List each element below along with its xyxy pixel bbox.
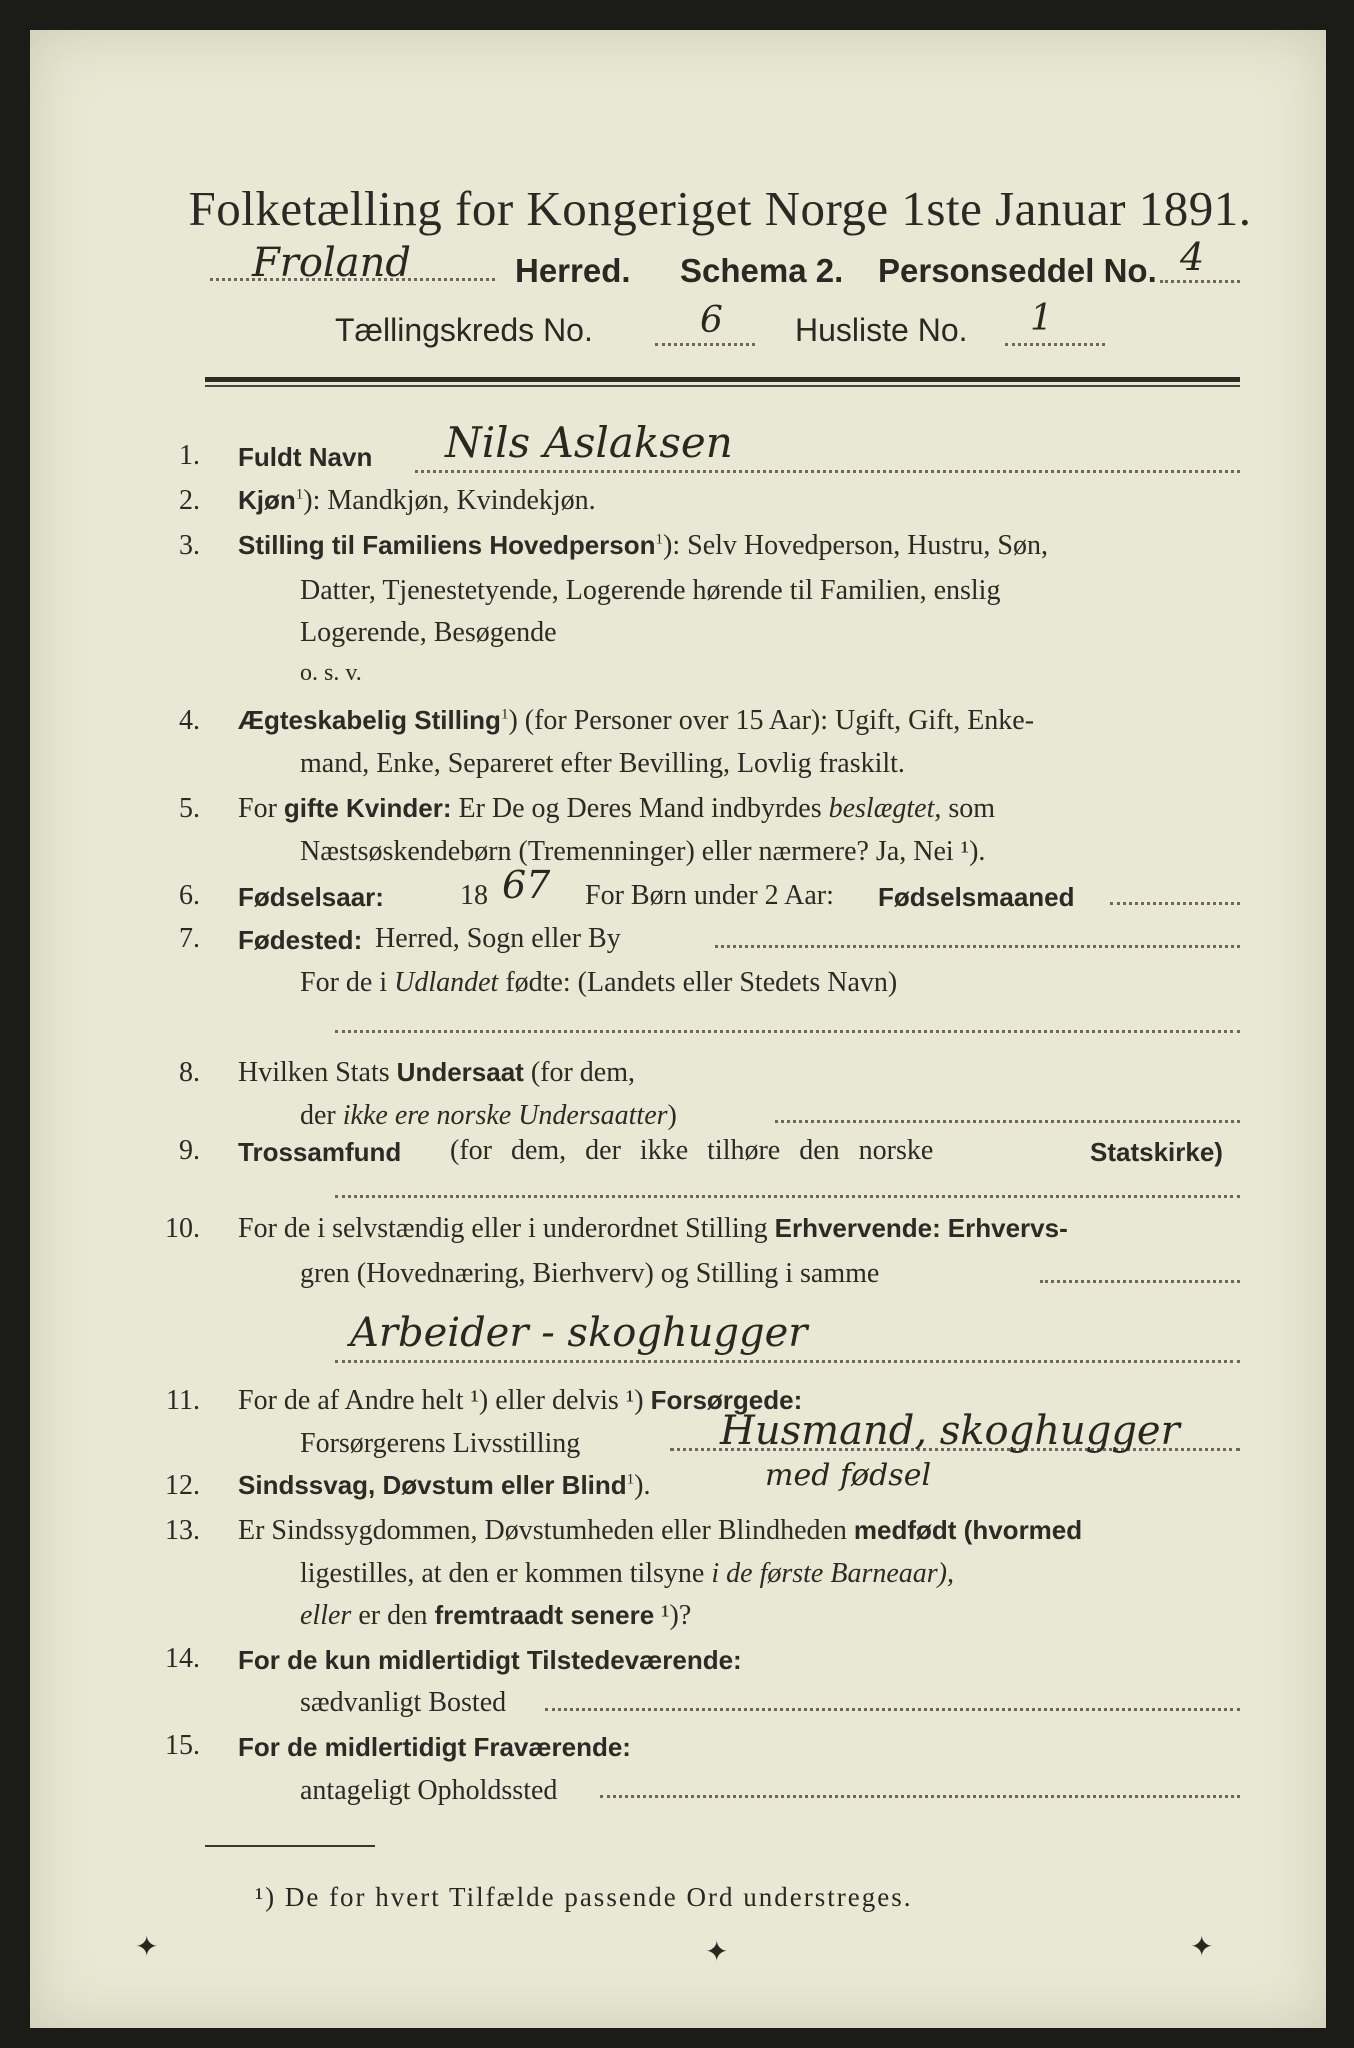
item-number: 14. bbox=[165, 1643, 200, 1674]
occupation-value: Arbeider - skoghugger bbox=[350, 1310, 808, 1356]
item-label: Fødested: bbox=[238, 925, 363, 955]
item-label: Sindssvag, Døvstum eller Blind bbox=[238, 1470, 627, 1500]
form-title: Folketælling for Kongeriget Norge 1ste Januar 1891. bbox=[188, 181, 1252, 236]
family-position-options-2: Datter, Tjenestetyende, Logerende hørende til Familien, enslig bbox=[300, 575, 1001, 606]
item-label: medfødt (hvormed bbox=[853, 1515, 1083, 1545]
birthplace-dotted-line bbox=[715, 945, 1240, 948]
item-number: 6. bbox=[179, 880, 200, 911]
occupation-line-2: gren (Hovednæring, Bierhverv) og Stilling i samme bbox=[300, 1258, 880, 1289]
kreds-dotted-line bbox=[655, 343, 755, 346]
item-label: Undersaat bbox=[396, 1057, 524, 1087]
congenital-line-3: eller er den fremtraadt senere ¹)? bbox=[300, 1600, 692, 1631]
disability-line: Sindssvag, Døvstum eller Blind$^1$). bbox=[238, 1470, 651, 1501]
usual-residence-dotted-line bbox=[545, 1708, 1240, 1711]
occupation-line: For de i selvstændig eller i underordnet Stilling Erhvervende: Erhvervs- bbox=[238, 1213, 1068, 1244]
item-label: Fødselsmaaned bbox=[878, 882, 1075, 912]
item-number: 11. bbox=[166, 1385, 200, 1416]
foreign-birth-line: For de i Udlandet fødte: (Landets eller Stedets Navn) bbox=[300, 967, 898, 998]
disability-value: med fødsel bbox=[765, 1458, 932, 1493]
item-number: 3. bbox=[179, 530, 200, 561]
family-position-options-4: o. s. v. bbox=[300, 660, 362, 686]
gender-line: Kjøn$^1$): Mandkjøn, Kvindekjøn. bbox=[238, 485, 596, 516]
married-women-line: For gifte Kvinder: Er De og Deres Mand indbyrdes beslægtet, som bbox=[238, 793, 996, 824]
husliste-dotted-line bbox=[1005, 343, 1105, 346]
name-dotted-line bbox=[415, 470, 1240, 473]
item-label: Statskirke) bbox=[1090, 1137, 1223, 1167]
item-label: For de kun midlertidigt Tilstedeværende: bbox=[238, 1645, 742, 1675]
item-label: Fuldt Navn bbox=[238, 442, 373, 472]
item-number: 10. bbox=[165, 1213, 200, 1244]
family-position-options: ): Selv Hovedperson, Hustru, Søn, bbox=[663, 530, 1048, 561]
registration-mark-right: ✦ bbox=[1190, 1932, 1214, 1963]
item-number: 8. bbox=[179, 1057, 200, 1088]
registration-mark-center: ✦ bbox=[705, 1937, 729, 1968]
citizenship-dotted-line bbox=[775, 1120, 1240, 1123]
item-number: 7. bbox=[179, 923, 200, 954]
personseddel-dotted-line bbox=[1160, 280, 1240, 283]
item-label: Ægteskabelig Stilling bbox=[238, 705, 501, 735]
married-women-line-2: Næstsøskendebørn (Tremenninger) eller nærmere? Ja, Nei ¹). bbox=[300, 836, 986, 867]
marital-status-line: Ægteskabelig Stilling$^1$) (for Personer over 15 Aar): Ugift, Gift, Enke- bbox=[238, 705, 1035, 736]
congenital-line: Er Sindssygdommen, Døvstumheden eller Blindheden medfødt (hvormed bbox=[238, 1515, 1083, 1546]
foreign-birth-dotted-line bbox=[335, 1030, 1240, 1033]
item-number: 15. bbox=[165, 1730, 200, 1761]
footnote-rule bbox=[205, 1845, 375, 1847]
full-name-value: Nils Aslaksen bbox=[445, 418, 733, 467]
item-number: 12. bbox=[165, 1470, 200, 1501]
herred-name: Froland bbox=[252, 240, 411, 286]
item-label: For de midlertidigt Fraværende: bbox=[238, 1732, 631, 1762]
item-label: gifte Kvinder: bbox=[283, 793, 452, 823]
item-label: Trossamfund bbox=[238, 1137, 402, 1167]
probable-residence-dotted-line bbox=[600, 1795, 1240, 1798]
item-label: Stilling til Familiens Hovedperson bbox=[238, 530, 656, 560]
item-label: Erhvervende: bbox=[774, 1213, 941, 1243]
item-number: 4. bbox=[179, 705, 200, 736]
item-number: 9. bbox=[179, 1135, 200, 1166]
birth-year-prefix: 18 bbox=[460, 880, 488, 911]
item-number: 5. bbox=[179, 793, 200, 824]
personseddel-label: Personseddel No. bbox=[878, 252, 1157, 289]
usual-residence-label: sædvanligt Bosted bbox=[300, 1687, 507, 1718]
religion-text: (for dem, der ikke tilhøre den norske bbox=[450, 1135, 934, 1166]
item-number: 13. bbox=[165, 1515, 200, 1546]
citizenship-line-2: der ikke ere norske Undersaatter) bbox=[300, 1100, 677, 1131]
marital-options: ) (for Personer over 15 Aar): Ugift, Gift, Enke- bbox=[508, 705, 1035, 736]
gender-options: ): Mandkjøn, Kvindekjøn. bbox=[303, 485, 596, 516]
citizenship-line: Hvilken Stats Undersaat (for dem, bbox=[238, 1057, 636, 1088]
herred-label: Herred. bbox=[515, 252, 631, 289]
census-form bbox=[30, 30, 1326, 2028]
header-rule-thick bbox=[205, 377, 1240, 382]
family-position-line: Stilling til Familiens Hovedperson$^1$): Selv Hovedperson, Hustru, Søn, bbox=[238, 530, 1048, 561]
congenital-line-2: ligestilles, at den er kommen tilsyne i de første Barneaar), bbox=[300, 1558, 954, 1589]
family-position-options-3: Logerende, Besøgende bbox=[300, 617, 557, 648]
supporter-occupation-label: Forsørgerens Livsstilling bbox=[300, 1428, 581, 1459]
birth-year-value: 67 bbox=[502, 863, 551, 907]
item-label: Fødselsaar: bbox=[238, 882, 384, 912]
occupation-value-dotted-line bbox=[335, 1360, 1240, 1363]
supported-line: For de af Andre helt ¹) eller delvis ¹) Forsørgede: bbox=[238, 1385, 803, 1416]
kreds-number: 6 bbox=[700, 300, 723, 341]
item-number: 2. bbox=[179, 485, 200, 516]
item-label: Kjøn bbox=[238, 485, 296, 515]
husliste-label: Husliste No. bbox=[795, 312, 968, 348]
birthplace-options: Herred, Sogn eller By bbox=[375, 923, 621, 954]
footnote: ¹) De for hvert Tilfælde passende Ord understreges. bbox=[255, 1882, 913, 1912]
occupation-dotted-line bbox=[1040, 1280, 1240, 1283]
item-label: Forsørgede: bbox=[650, 1385, 803, 1415]
birth-month-text: For Børn under 2 Aar: bbox=[585, 880, 834, 911]
registration-mark-left: ✦ bbox=[135, 1932, 159, 1963]
husliste-number: 1 bbox=[1030, 298, 1053, 339]
marital-options-2: mand, Enke, Separeret efter Bevilling, Lovlig fraskilt. bbox=[300, 748, 905, 779]
item-number: 1. bbox=[179, 440, 200, 471]
schema-label: Schema 2. bbox=[680, 252, 844, 289]
birth-month-dotted-line bbox=[1110, 902, 1240, 905]
supporter-occupation-value: Husmand, skoghugger bbox=[720, 1408, 1180, 1454]
probable-residence-label: antageligt Opholdssted bbox=[300, 1775, 558, 1806]
kreds-label: Tællingskreds No. bbox=[335, 312, 593, 348]
religion-dotted-line bbox=[335, 1195, 1240, 1198]
personseddel-number: 4 bbox=[1180, 235, 1205, 279]
header-rule-thin bbox=[205, 385, 1240, 387]
